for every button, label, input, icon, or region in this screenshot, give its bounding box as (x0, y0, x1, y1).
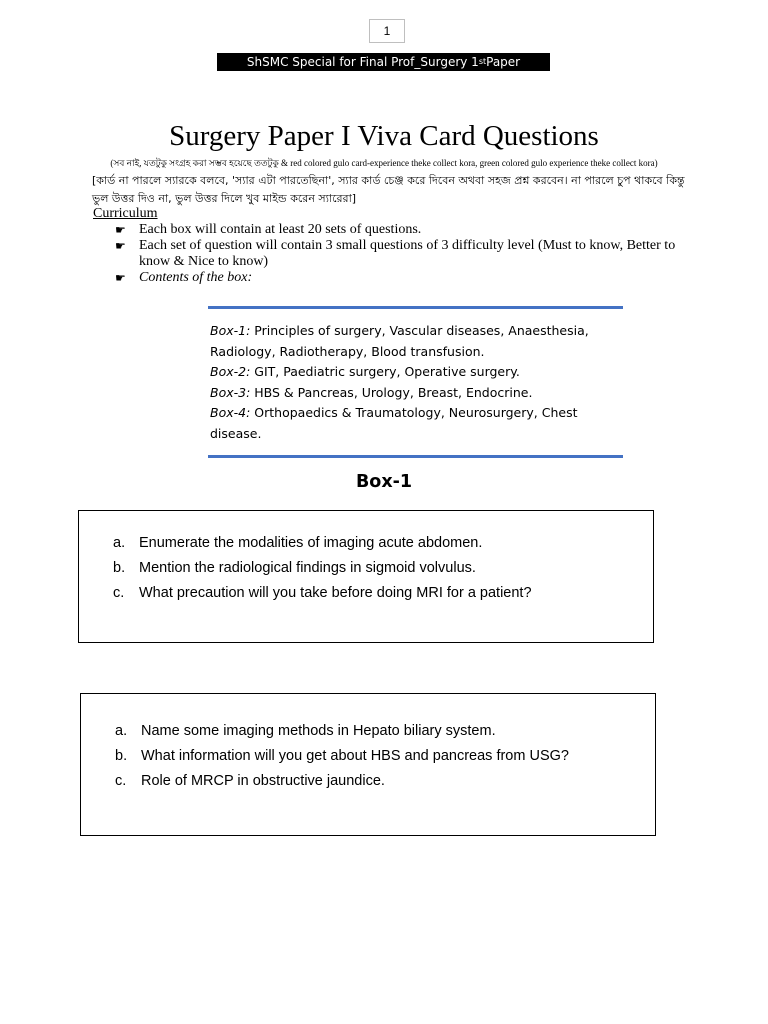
box-contents-panel (208, 306, 623, 458)
question-list (115, 719, 655, 794)
header-banner: ShSMC Special for Final Prof_Surgery 1 st Paper (217, 53, 550, 71)
question-item: a. Enumerate the modalities of imaging acute abdomen. (113, 535, 483, 551)
box-content-line: Box-2: GIT, Paediatric surgery, Operative surgery. (210, 364, 520, 379)
bullet-item: ☛ Each set of question will contain 3 small questions of 3 difficulty level (Must to know, Better to know & Nice to know) (115, 238, 676, 269)
pointing-hand-icon: ☛ (115, 223, 126, 237)
bullet-item: ☛ Each box will contain at least 20 sets of questions. (115, 222, 422, 237)
bullet-item: ☛ Contents of the box: (115, 270, 253, 285)
box-content-label: Box-3: (210, 384, 251, 400)
banner-text: ShSMC Special for Final Prof_Surgery 1 (246, 55, 479, 69)
page-number: 1 (369, 19, 405, 43)
collection-note: (সব নাই, যতটুকু সংগ্রহ করা সম্ভব হয়েছে ততটুকু & red colored gulo card-experience theke collect kora, green colored gulo experience theke collect kora) (110, 158, 658, 168)
box-content-line: Box-1: Principles of surgery, Vascular diseases, Anaesthesia, Radiology, Radiotherapy, Blood transfusion. (210, 323, 589, 359)
question-item: b. Mention the radiological findings in sigmoid volvulus. (113, 560, 476, 576)
banner-suffix: Paper (486, 55, 521, 69)
box-content-line: Box-4: Orthopaedics & Traumatology, Neurosurgery, Chest disease. (210, 405, 578, 441)
question-item: a. Name some imaging methods in Hepato biliary system. (115, 723, 496, 739)
question-item: c. Role of MRCP in obstructive jaundice. (115, 773, 385, 789)
question-set-1 (78, 510, 654, 643)
curriculum-bullets (115, 222, 695, 286)
box-content-line: Box-3: HBS & Pancreas, Urology, Breast, Endocrine. (210, 384, 533, 400)
question-set-2 (80, 693, 656, 836)
box-1-heading: Box-1 (355, 472, 413, 492)
bengali-advice-note: [কার্ড না পারলে স্যারকে বলবে, 'স্যার এটা পারতেছিনা', স্যার কার্ড চেঞ্জ করে দিবেন অথবা সহজ প্রশ্ন করবেন। না পারলে চুপ থাকবে কিন্তু ভুল উত্তর দিও না, ভুল উত্তর দিলে খুব মাইন্ড করেন স্যারেরা] (92, 174, 685, 205)
pointing-hand-icon: ☛ (115, 239, 126, 253)
box-content-label: Box-4: (210, 405, 251, 420)
question-item: c. What precaution will you take before doing MRI for a patient? (113, 585, 532, 601)
box-content-label: Box-1: (210, 323, 251, 338)
pointing-hand-icon: ☛ (115, 271, 126, 285)
page-title: Surgery Paper I Viva Card Questions (169, 120, 599, 152)
box-content-label: Box-2: (210, 364, 251, 379)
question-list (113, 531, 653, 606)
curriculum-heading: Curriculum (93, 206, 158, 221)
question-item: b. What information will you get about HBS and pancreas from USG? (115, 748, 569, 764)
